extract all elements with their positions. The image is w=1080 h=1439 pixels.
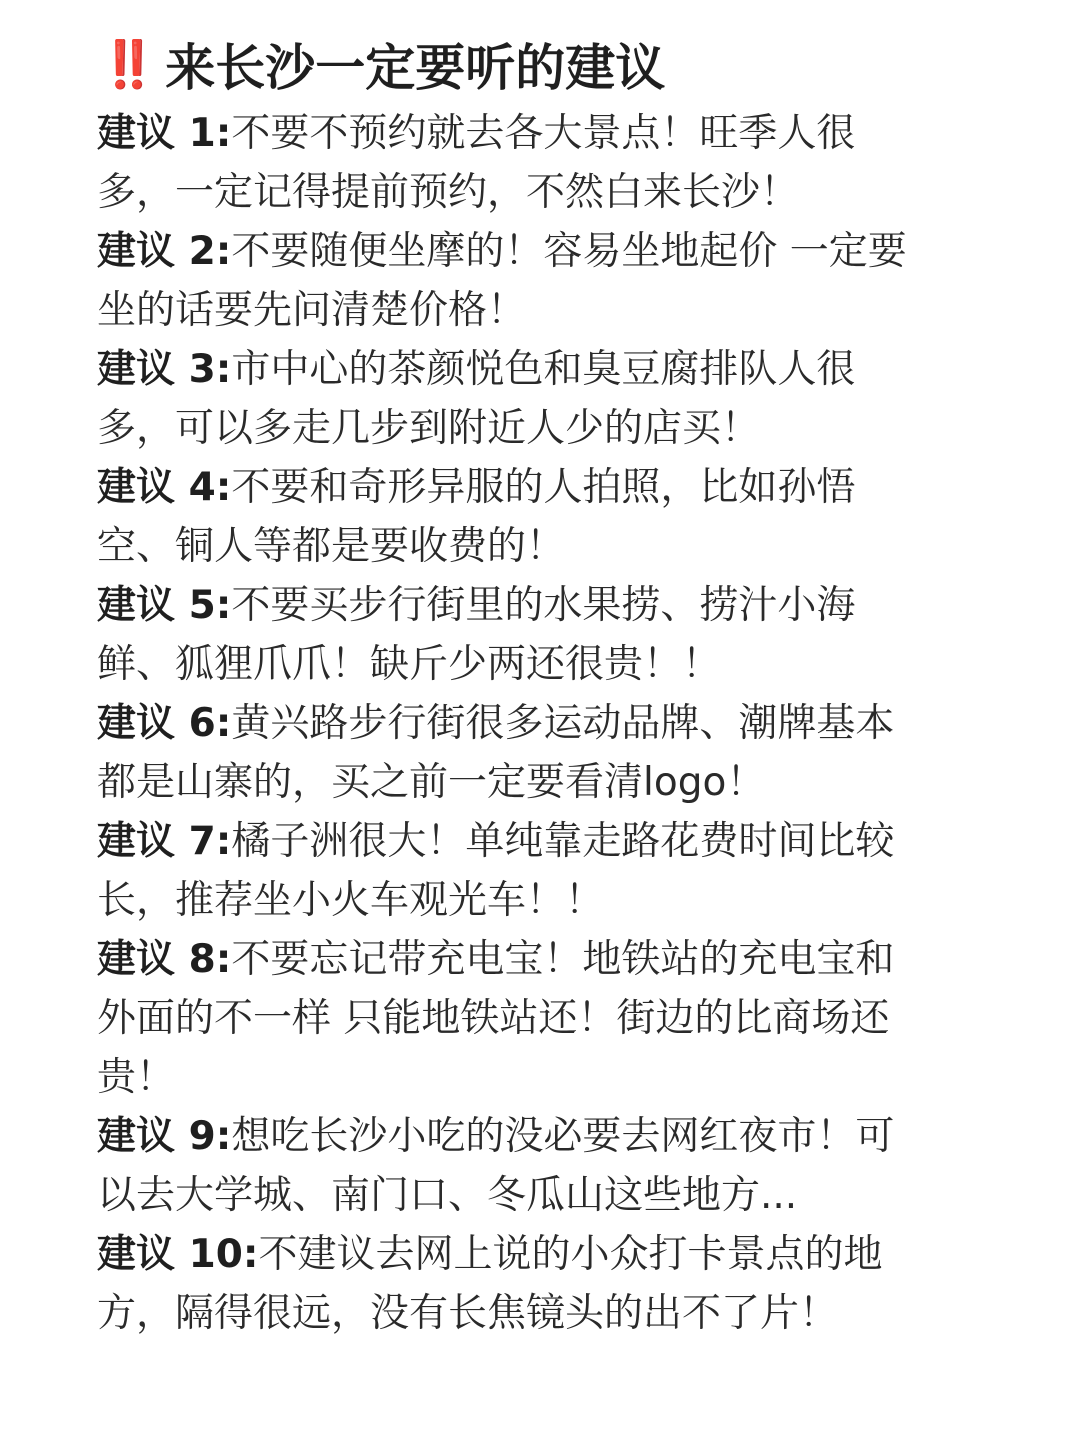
tip-item — [97, 1107, 927, 1225]
double-exclamation-icon: ‼️ — [100, 36, 152, 91]
page-title — [100, 32, 665, 96]
tip-label: 建议 1: — [97, 111, 232, 156]
tip-item — [97, 576, 927, 694]
tip-label: 建议 8: — [97, 937, 232, 982]
tip-item — [97, 458, 927, 576]
tips-list — [97, 104, 927, 1343]
tip-text: 市中心的茶颜悦色和臭豆腐排队人很多，可以多走几步到附近人少的店买！ — [97, 347, 856, 451]
tip-text: 不要和奇形异服的人拍照，比如孙悟空、铜人等都是要收费的！ — [97, 465, 856, 569]
tip-label: 建议 7: — [97, 819, 232, 864]
tip-text: 不要买步行街里的水果捞、捞汁小海鲜、狐狸爪爪！缺斤少两还很贵！！ — [97, 583, 856, 687]
tip-label: 建议 6: — [97, 701, 232, 746]
tip-text: 想吃长沙小吃的没必要去网红夜市！可以去大学城、南门口、冬瓜山这些地方... — [97, 1114, 895, 1218]
tip-label: 建议 10: — [97, 1232, 259, 1277]
page-title-text: 来长沙一定要听的建议 — [165, 39, 666, 97]
tip-label: 建议 5: — [97, 583, 232, 628]
tip-item — [97, 1225, 927, 1343]
tip-item — [97, 812, 927, 930]
tip-text: 不建议去网上说的小众打卡景点的地方，隔得很远，没有长焦镜头的出不了片！ — [97, 1232, 883, 1336]
tip-item — [97, 694, 927, 812]
tip-text: 不要随便坐摩的！容易坐地起价 一定要坐的话要先问清楚价格！ — [97, 229, 907, 333]
tip-text: 橘子洲很大！单纯靠走路花费时间比较长，推荐坐小火车观光车！！ — [97, 819, 895, 923]
tip-label: 建议 9: — [97, 1114, 232, 1159]
tip-label: 建议 4: — [97, 465, 232, 510]
tip-text: 黄兴路步行街很多运动品牌、潮牌基本都是山寨的，买之前一定要看清logo！ — [97, 701, 895, 805]
tip-label: 建议 3: — [97, 347, 232, 392]
tip-item — [97, 930, 927, 1107]
tip-text: 不要不预约就去各大景点！旺季人很多，一定记得提前预约，不然白来长沙！ — [97, 111, 856, 215]
tip-item — [97, 340, 927, 458]
tip-item — [97, 104, 927, 222]
tip-item — [97, 222, 927, 340]
tip-text: 不要忘记带充电宝！地铁站的充电宝和外面的不一样 只能地铁站还！街边的比商场还贵！ — [97, 937, 895, 1100]
tip-label: 建议 2: — [97, 229, 232, 274]
